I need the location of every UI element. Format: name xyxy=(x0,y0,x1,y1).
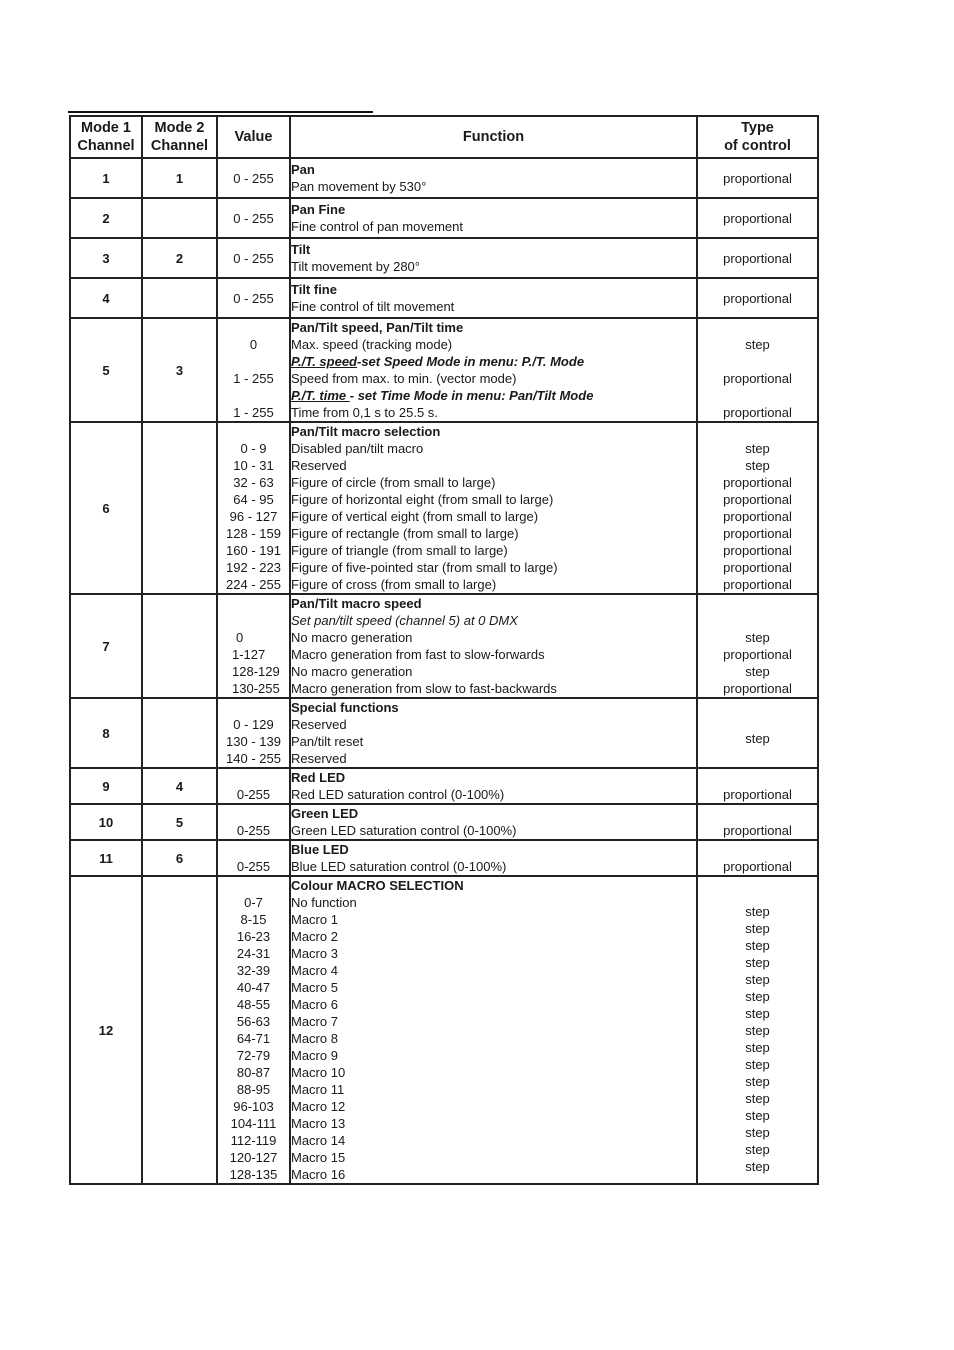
mode2-channel xyxy=(142,278,217,318)
type-cell: step xyxy=(697,698,818,768)
table-header-row xyxy=(70,116,818,158)
table-row xyxy=(70,594,818,698)
mode1-channel: 6 xyxy=(70,422,142,594)
function-line: Time from 0,1 s to 25.5 s. xyxy=(291,405,438,420)
table-row xyxy=(70,422,818,594)
mode1-channel: 9 xyxy=(70,768,142,804)
type-cell: proportional xyxy=(697,768,818,804)
mode1-channel: 8 xyxy=(70,698,142,768)
function-title: Colour MACRO SELECTION xyxy=(291,878,464,893)
table-row xyxy=(70,876,818,1184)
type-cell: proportional xyxy=(697,840,818,876)
function-title: Pan/Tilt macro speed xyxy=(291,596,422,611)
table-row xyxy=(70,238,818,278)
function-note: Set pan/tilt speed (channel 5) at 0 DMX xyxy=(291,613,518,628)
mode2-channel: 5 xyxy=(142,804,217,840)
value-cell: 0 - 255 xyxy=(217,278,290,318)
table-row xyxy=(70,318,818,422)
value-cell: 0 1 - 255 1 - 255 xyxy=(217,318,290,422)
mode2-channel: 6 xyxy=(142,840,217,876)
table-row xyxy=(70,158,818,198)
mode2-channel: 4 xyxy=(142,768,217,804)
mode1-channel: 3 xyxy=(70,238,142,278)
function-title: Tilt xyxy=(291,242,311,257)
table-row xyxy=(70,278,818,318)
type-cell: step step proportional proportional proportional proportional proportional proportional proportional xyxy=(697,422,818,594)
function-title: Blue LED xyxy=(291,842,349,857)
function-line: Pan movement by 530° xyxy=(291,179,427,194)
mode1-channel: 12 xyxy=(70,876,142,1184)
value-cell: 0-255 xyxy=(217,804,290,840)
table-row xyxy=(70,804,818,840)
function-title: Special functions xyxy=(291,700,399,715)
value-cell: 0 - 9 10 - 31 32 - 63 64 - 95 96 - 127 128 - 159 160 - 191 192 - 223 224 - 255 xyxy=(217,422,290,594)
header-value: Value xyxy=(217,116,290,158)
type-cell: proportional xyxy=(697,804,818,840)
function-cell xyxy=(290,278,697,318)
function-title: Pan/Tilt macro selection xyxy=(291,424,441,439)
type-cell: proportional xyxy=(697,238,818,278)
mode2-channel: 2 xyxy=(142,238,217,278)
function-title: Green LED xyxy=(291,806,359,821)
value-cell: 0 1-127 128-129 130-255 xyxy=(217,594,290,698)
table-row xyxy=(70,698,818,768)
type-cell: proportional xyxy=(697,158,818,198)
mode1-channel: 11 xyxy=(70,840,142,876)
function-cell xyxy=(290,238,697,278)
function-cell: Colour MACRO SELECTION No function Macro 1 Macro 2 Macro 3 Macro 4 Macro 5 Macro 6 Macro 7 Macro 8 Macro 9 Macro 10 Macro 11 Macro 12 Macro 13 Macro 14 Macro 15 Macro 16 xyxy=(290,876,697,1184)
function-cell: Blue LED Blue LED saturation control (0-100%) xyxy=(290,840,697,876)
table-row xyxy=(70,840,818,876)
mode2-channel xyxy=(142,594,217,698)
mode1-channel: 1 xyxy=(70,158,142,198)
function-cell xyxy=(290,158,697,198)
type-cell: step step step step step step step step step step step step step step step step xyxy=(697,876,818,1184)
speed-mode-note: P./T. speed-set Speed Mode in menu: P./T. Mode xyxy=(291,354,585,369)
header-mode2: Mode 2 Channel xyxy=(142,116,217,158)
top-rule xyxy=(68,111,373,113)
value-cell: 0-255 xyxy=(217,840,290,876)
function-title: Pan Fine xyxy=(291,202,346,217)
mode2-channel xyxy=(142,198,217,238)
function-title: Red LED xyxy=(291,770,346,785)
function-line: Max. speed (tracking mode) xyxy=(291,337,453,352)
function-cell xyxy=(290,318,697,422)
value-cell: 0 - 129 130 - 139 140 - 255 xyxy=(217,698,290,768)
mode1-channel: 7 xyxy=(70,594,142,698)
value-cell: 0 - 255 xyxy=(217,198,290,238)
function-line: Speed from max. to min. (vector mode) xyxy=(291,371,517,386)
function-title: Tilt fine xyxy=(291,282,337,297)
function-cell: Pan/Tilt macro speed Set pan/tilt speed (channel 5) at 0 DMX No macro generation Macro generation from fast to slow-forwards No macro generation Macro generation from slow to fast-backwards xyxy=(290,594,697,698)
function-title: Pan xyxy=(291,162,315,177)
function-cell: Special functions Reserved Pan/tilt reset Reserved xyxy=(290,698,697,768)
mode1-channel: 10 xyxy=(70,804,142,840)
mode2-channel: 3 xyxy=(142,318,217,422)
value-cell: 0-7 8-15 16-23 24-31 32-39 40-47 48-55 56-63 64-71 72-79 80-87 88-95 96-103 104-111 112-119 120-127 128-135 xyxy=(217,876,290,1184)
table-row xyxy=(70,198,818,238)
mode2-channel xyxy=(142,876,217,1184)
header-type: Type of control xyxy=(697,116,818,158)
function-line: Fine control of pan movement xyxy=(291,219,463,234)
table-row xyxy=(70,768,818,804)
type-cell: proportional xyxy=(697,198,818,238)
mode1-channel: 4 xyxy=(70,278,142,318)
function-cell xyxy=(290,198,697,238)
function-line: Fine control of tilt movement xyxy=(291,299,455,314)
value-cell: 0 - 255 xyxy=(217,158,290,198)
function-cell: Red LED Red LED saturation control (0-100%) xyxy=(290,768,697,804)
mode2-channel: 1 xyxy=(142,158,217,198)
header-function: Function xyxy=(290,116,697,158)
mode2-channel xyxy=(142,422,217,594)
function-cell: Pan/Tilt macro selection Disabled pan/tilt macro Reserved Figure of circle (from small to large) Figure of horizontal eight (from small to large) Figure of vertical eight (from small to large) Figure of rectangle (from small to large) Figure of triangle (from small to large) Figure of five-pointed star (from small to large) Figure of cross (from small to large) xyxy=(290,422,697,594)
function-cell: Green LED Green LED saturation control (0-100%) xyxy=(290,804,697,840)
type-cell: step proportional step proportional xyxy=(697,594,818,698)
mode2-channel xyxy=(142,698,217,768)
value-cell: 0 - 255 xyxy=(217,238,290,278)
mode1-channel: 5 xyxy=(70,318,142,422)
header-mode1: Mode 1 Channel xyxy=(70,116,142,158)
function-title: Pan/Tilt speed, Pan/Tilt time xyxy=(291,320,464,335)
type-cell: proportional xyxy=(697,278,818,318)
mode1-channel: 2 xyxy=(70,198,142,238)
value-cell: 0-255 xyxy=(217,768,290,804)
type-cell: step proportional proportional xyxy=(697,318,818,422)
dmx-channel-table xyxy=(69,115,819,1185)
function-line: Tilt movement by 280° xyxy=(291,259,420,274)
time-mode-note: P./T. time - set Time Mode in menu: Pan/Tilt Mode xyxy=(291,388,594,403)
